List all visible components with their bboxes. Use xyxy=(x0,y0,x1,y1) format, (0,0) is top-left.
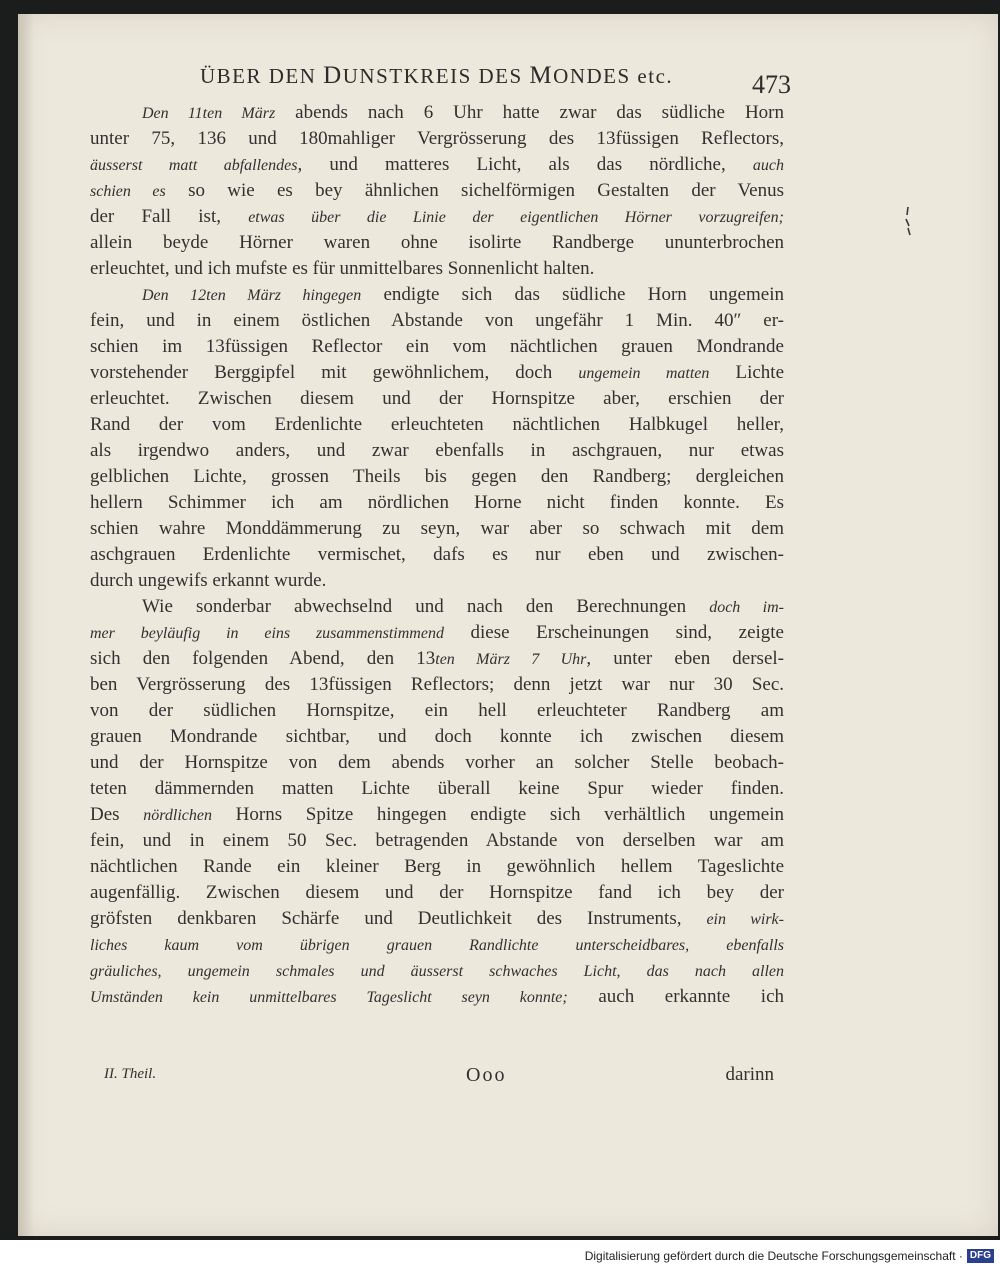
roman-text: aschgrauen Erdenlichte vermischet, dafs es nur eben und zwischen- xyxy=(90,544,784,565)
sheet-signature: Ooo xyxy=(466,1064,507,1086)
roman-text: , unter eben dersel- xyxy=(586,648,784,669)
text-line xyxy=(90,750,784,776)
text-line xyxy=(90,802,784,828)
italic-text: mer beyläufig in eins zusammenstimmend xyxy=(90,625,444,642)
text-line xyxy=(90,412,784,438)
running-head-part: ÜBER DEN xyxy=(200,64,324,88)
roman-text: , und matteres Licht, als das nördliche, xyxy=(297,154,753,175)
text-line xyxy=(90,542,784,568)
roman-text: augenfällig. Zwischen diesem und der Hornspitze fand ich bey der xyxy=(90,882,784,903)
text-line xyxy=(90,334,784,360)
roman-text: grauen Mondrande sichtbar, und doch konnte ich zwischen diesem xyxy=(90,726,784,747)
roman-text: erleuchtet, und ich mufste es für unmittelbares Sonnenlicht halten. xyxy=(90,258,595,279)
roman-text: der Fall ist, xyxy=(90,206,249,227)
running-head-part: ONDES etc. xyxy=(553,64,674,88)
roman-text: abends nach 6 Uhr hatte zwar das südliche Horn xyxy=(275,102,784,123)
text-line xyxy=(90,854,784,880)
italic-text: ten März 7 Uhr xyxy=(435,651,587,668)
roman-text: fein, und in einem 50 Sec. betragenden Abstande von derselben war am xyxy=(90,830,784,851)
body-text xyxy=(90,100,784,1010)
text-line xyxy=(90,230,784,256)
italic-text: auch xyxy=(752,157,784,174)
running-head xyxy=(200,62,673,90)
text-line xyxy=(90,984,784,1010)
text-line xyxy=(90,490,784,516)
roman-text: vorstehender Berggipfel mit gewöhnlichem, doch xyxy=(90,362,579,383)
volume-signature: II. Theil. xyxy=(104,1066,157,1082)
roman-text: hellern Schimmer ich am nördlichen Horne nicht finden konnte. Es xyxy=(90,492,784,513)
roman-text: durch ungewifs erkannt wurde. xyxy=(90,570,327,591)
italic-text: ungemein matten xyxy=(578,365,710,382)
roman-text: allein beyde Hörner waren ohne isolirte Randberge ununterbrochen xyxy=(90,232,784,253)
digitization-credit xyxy=(585,1249,994,1263)
italic-text: doch im- xyxy=(709,599,784,616)
text-line xyxy=(90,100,784,126)
italic-text: gräuliches, ungemein schmales und äusserst schwaches Licht, das nach allen xyxy=(90,963,784,980)
text-line xyxy=(90,360,784,386)
text-line xyxy=(90,126,784,152)
roman-text: und der Hornspitze von dem abends vorher an solcher Stelle beobach- xyxy=(90,752,784,773)
text-line xyxy=(90,152,784,178)
page-footer xyxy=(90,1066,784,1090)
roman-text: als irgendwo anders, und zwar ebenfalls in aschgrauen, nur etwas xyxy=(90,440,784,461)
text-line xyxy=(90,698,784,724)
text-line xyxy=(90,594,784,620)
text-line xyxy=(90,828,784,854)
margin-pencil-mark xyxy=(904,206,912,236)
italic-text: äusserst matt abfallendes xyxy=(90,157,298,174)
roman-text: auch erkannte ich xyxy=(567,986,784,1007)
roman-text: so wie es bey ähnlichen sichelförmigen Gestalten der Venus xyxy=(165,180,784,201)
italic-text: schien es xyxy=(90,183,166,200)
roman-text: Wie sonderbar abwechselnd und nach den Berechnungen xyxy=(142,596,710,617)
text-line xyxy=(90,620,784,646)
italic-text: etwas über die Linie der eigentlichen Hörner vorzugreifen; xyxy=(248,209,784,226)
roman-text: schien im 13füssigen Reflector ein vom nächtlichen grauen Mondrande xyxy=(90,336,784,357)
roman-text: Rand der vom Erdenlichte erleuchteten nächtlichen Halbkugel heller, xyxy=(90,414,784,435)
text-line xyxy=(90,516,784,542)
roman-text: fein, und in einem östlichen Abstande von ungefähr 1 Min. 40″ er- xyxy=(90,310,784,331)
dfg-logo: DFG xyxy=(967,1249,994,1263)
roman-text: erleuchtet. Zwischen diesem und der Hornspitze aber, erschien der xyxy=(90,388,784,409)
italic-text: Umständen kein unmittelbares Tageslicht seyn konnte; xyxy=(90,989,568,1006)
roman-text: endigte sich das südliche Horn ungemein xyxy=(361,284,784,305)
text-line xyxy=(90,308,784,334)
italic-text: nördlichen xyxy=(143,807,212,824)
roman-text: ben Vergrösserung des 13füssigen Reflectors; denn jetzt war nur 30 Sec. xyxy=(90,674,784,695)
roman-text: nächtlichen Rande ein kleiner Berg in gewöhnlich hellem Tageslichte xyxy=(90,856,784,877)
running-head-part: UNSTKREIS DES xyxy=(342,64,530,88)
text-line xyxy=(90,776,784,802)
roman-text: Des xyxy=(90,804,144,825)
running-head-part: M xyxy=(529,62,554,89)
page-number: 473 xyxy=(752,70,791,99)
text-line xyxy=(90,724,784,750)
text-line xyxy=(90,438,784,464)
text-line xyxy=(90,256,784,282)
roman-text: sich den folgenden Abend, den 13 xyxy=(90,648,436,669)
roman-text: unter 75, 136 und 180mahliger Vergrösserung des 13füssigen Reflectors, xyxy=(90,128,784,149)
italic-text: Den 11ten März xyxy=(142,105,276,122)
text-line xyxy=(90,386,784,412)
credit-text: Digitalisierung gefördert durch die Deutsche Forschungsgemeinschaft · xyxy=(584,1249,963,1263)
italic-text: liches kaum vom übrigen grauen Randlichte unterscheidbares, ebenfalls xyxy=(90,937,784,954)
roman-text: gelblichen Lichte, grossen Theils bis gegen den Randberg; dergleichen xyxy=(90,466,784,487)
text-line xyxy=(90,958,784,984)
text-line xyxy=(90,568,784,594)
text-line xyxy=(90,464,784,490)
roman-text: Lichte xyxy=(709,362,784,383)
text-line xyxy=(90,880,784,906)
roman-text: teten dämmernden matten Lichte überall keine Spur wieder finden. xyxy=(90,778,784,799)
text-line xyxy=(90,906,784,932)
text-line xyxy=(90,932,784,958)
roman-text: von der südlichen Hornspitze, ein hell erleuchteter Randberg am xyxy=(90,700,784,721)
running-head-part: D xyxy=(323,62,343,89)
text-line xyxy=(90,672,784,698)
roman-text: gröfsten denkbaren Schärfe und Deutlichkeit des Instruments, xyxy=(90,908,707,929)
text-line xyxy=(90,178,784,204)
roman-text: diese Erscheinungen sind, zeigte xyxy=(443,622,784,643)
text-line xyxy=(90,646,784,672)
catchword: darinn xyxy=(725,1064,774,1085)
roman-text: schien wahre Monddämmerung zu seyn, war aber so schwach mit dem xyxy=(90,518,784,539)
text-line xyxy=(90,282,784,308)
roman-text: Horns Spitze hingegen endigte sich verhältlich ungemein xyxy=(211,804,784,825)
page-gutter-shadow xyxy=(18,14,34,1236)
text-line xyxy=(90,204,784,230)
italic-text: ein wirk- xyxy=(706,911,784,928)
italic-text: Den 12ten März hingegen xyxy=(142,287,362,304)
